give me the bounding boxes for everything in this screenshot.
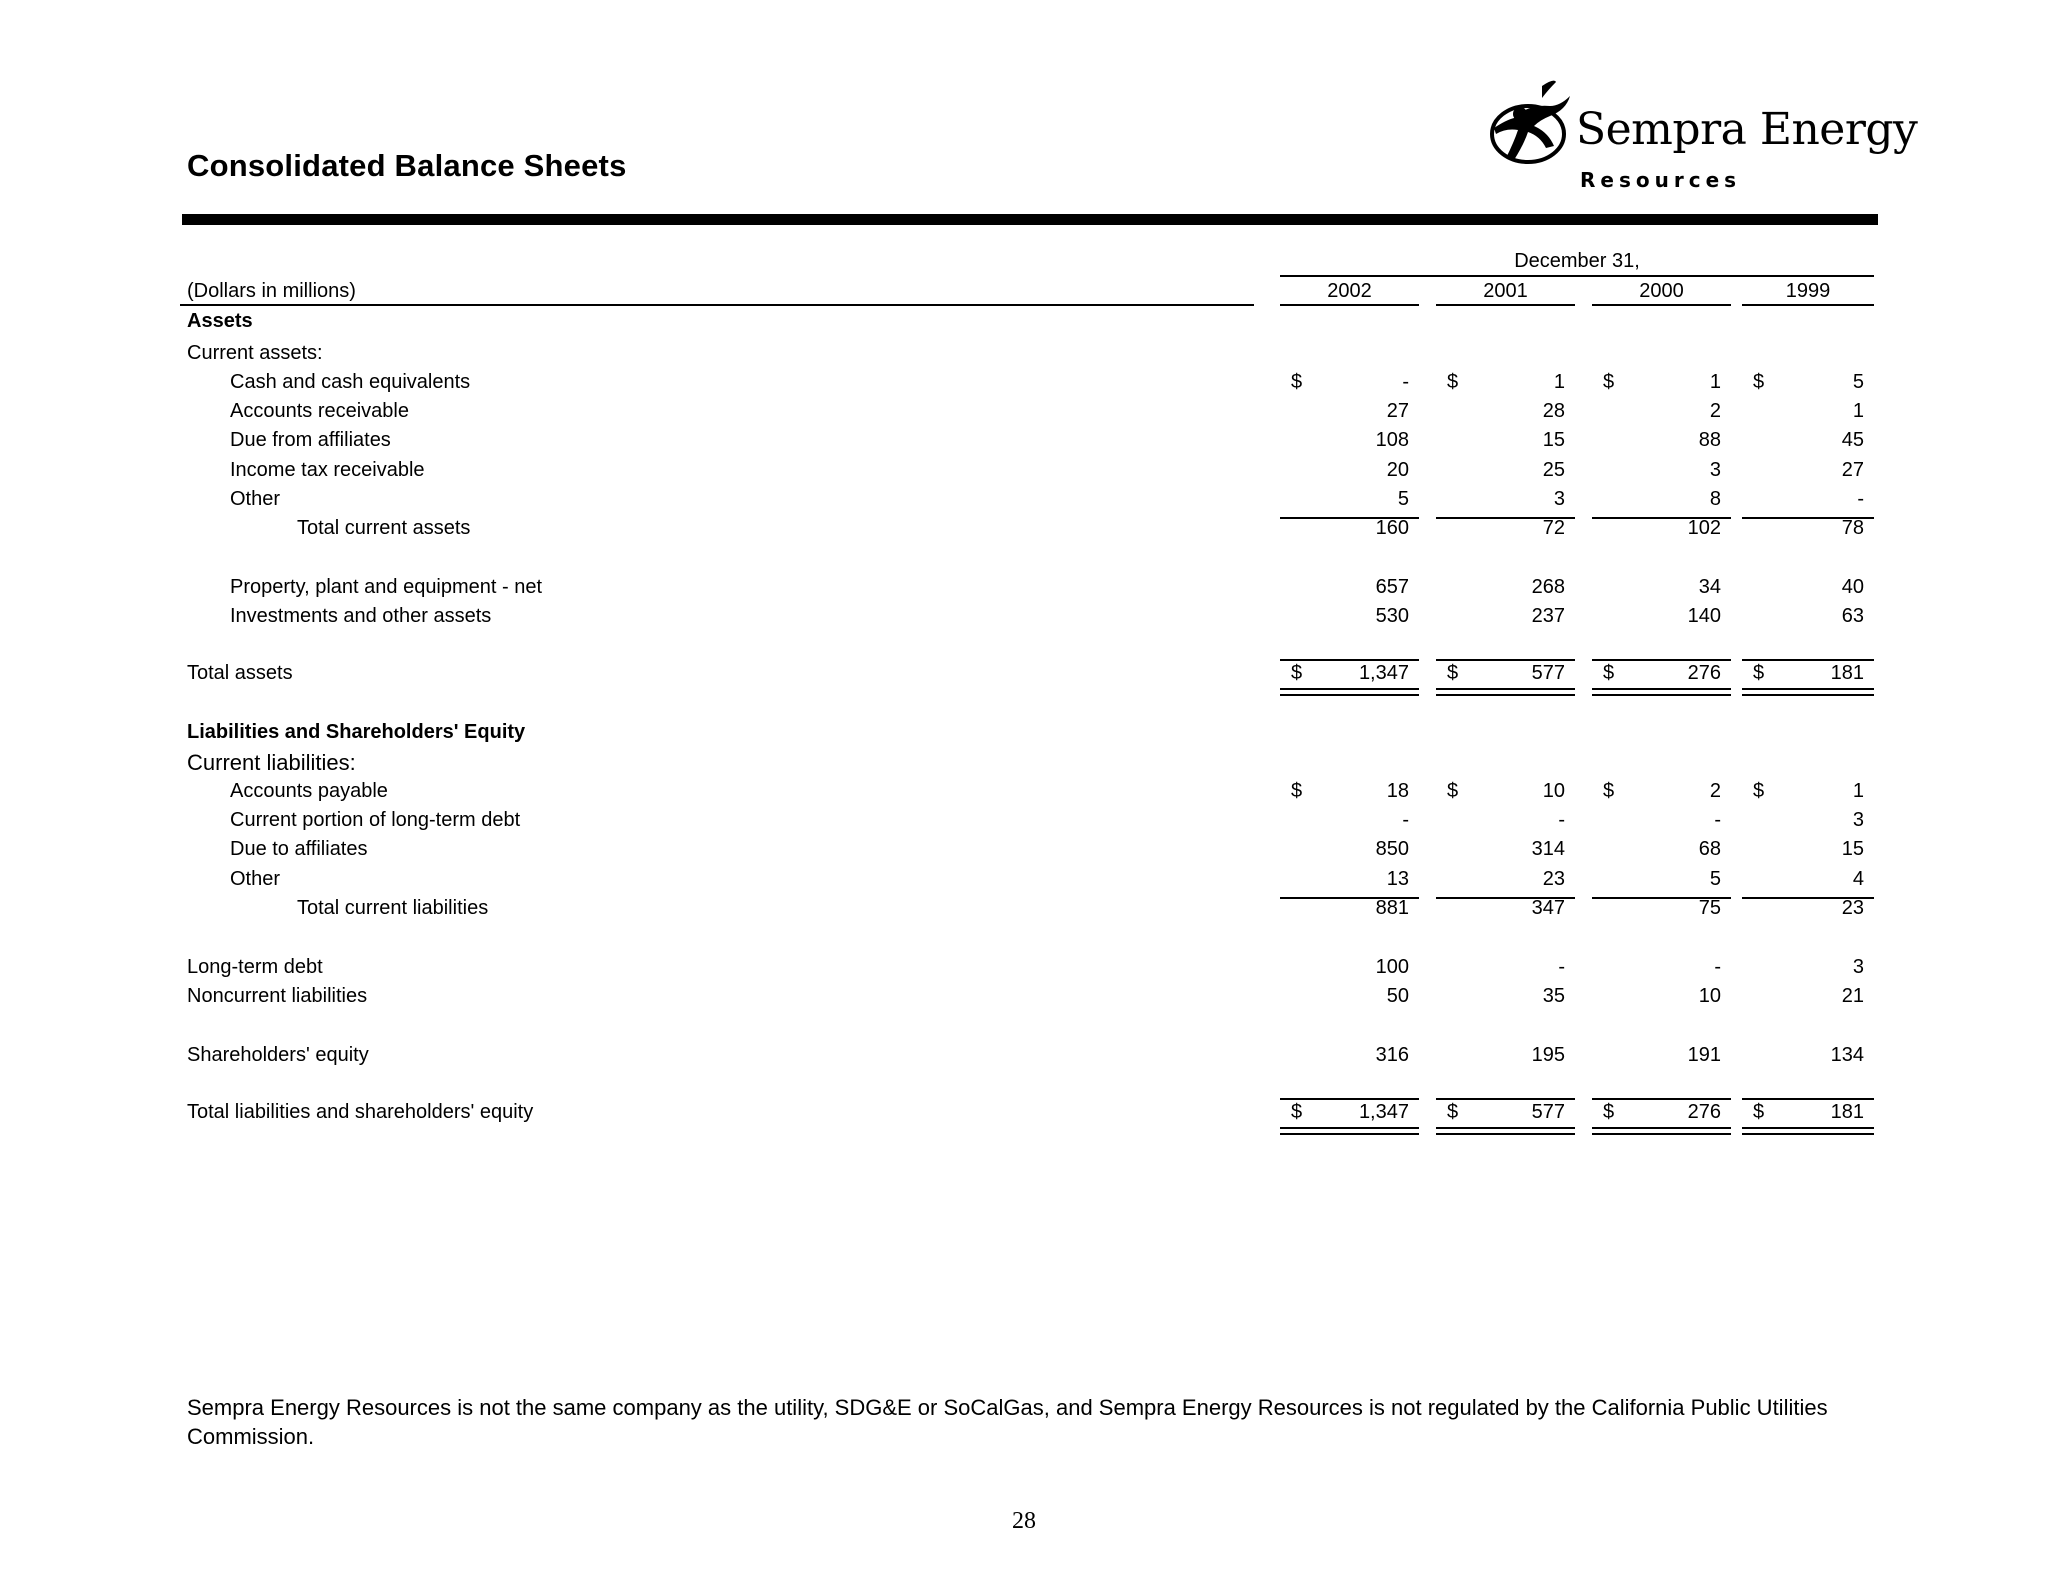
year-header-2002: 2002 [1327,280,1372,302]
value-cell-2002 [1280,662,1419,691]
amount: 15 [1542,429,1565,451]
amount: 10 [1542,780,1565,802]
amount: 1 [1852,780,1864,802]
amount: 50 [1386,985,1409,1007]
table-row [0,517,2048,546]
row-label: Income tax receivable [230,459,425,481]
value-cell-2002 [1280,809,1419,838]
table-row [0,488,2048,517]
value-cell-2002 [1280,371,1419,400]
value-cell-2001 [1436,809,1575,838]
amount: 20 [1386,459,1409,481]
row-label: Total liabilities and shareholders' equity [187,1101,534,1123]
total-top-rule [1436,659,1575,661]
value-cell-2002 [1280,956,1419,985]
amount: 181 [1830,662,1864,684]
value-cell-2000 [1592,868,1731,899]
row-label: Other [230,868,281,890]
value-cell-2002 [1280,459,1419,488]
amount: - [1402,371,1409,393]
amount: 34 [1698,576,1721,598]
row-label: Due to affiliates [230,838,368,860]
period-label: December 31, [1514,250,1640,272]
year-header-1999: 1999 [1785,280,1831,302]
table-row [0,576,2048,605]
value-cell-2000 [1592,1044,1731,1073]
value-cell-2001 [1436,576,1575,605]
value-cell-1999 [1742,576,1874,605]
value-cell-1999 [1742,459,1874,488]
currency-symbol: $ [1603,780,1615,802]
amount: 78 [1841,517,1864,539]
amount: 18 [1386,780,1409,802]
row-label: Current portion of long-term debt [230,809,521,831]
value-cell-1999 [1742,488,1874,519]
amount: 23 [1841,897,1864,919]
value-cell-2001 [1436,868,1575,899]
amount: 68 [1698,838,1721,860]
total-top-rule [1280,659,1419,661]
amount: 1 [1553,371,1565,393]
value-cell-2002 [1280,488,1419,519]
value-cell-1999 [1742,897,1874,926]
table-row [0,371,2048,400]
value-cell-2000 [1592,897,1731,926]
amount: 1,347 [1358,1101,1409,1123]
amount: 108 [1375,429,1409,451]
value-cell-2000 [1592,488,1731,519]
row-label: Investments and other assets [230,605,492,627]
value-cell-2001 [1436,488,1575,519]
value-cell-2002 [1280,576,1419,605]
value-cell-2002 [1280,429,1419,458]
amount: - [1558,956,1565,978]
amount: 268 [1531,576,1565,598]
amount: 15 [1841,838,1864,860]
amount: 276 [1687,662,1721,684]
logo-subtitle: Resources [1580,168,1742,192]
amount: 3 [1553,488,1565,510]
year-header-2000: 2000 [1639,280,1684,302]
value-cell-2002 [1280,605,1419,634]
amount: 3 [1852,809,1864,831]
amount: 530 [1375,605,1409,627]
amount: - [1714,809,1721,831]
currency-symbol: $ [1447,780,1459,802]
page-number: 28 [1012,1508,1036,1534]
amount: 13 [1386,868,1409,890]
total-top-rule [1592,659,1731,661]
amount: 25 [1542,459,1565,481]
row-label: Accounts payable [230,780,388,802]
total-top-rule [1280,1098,1419,1100]
amount: 5 [1397,488,1409,510]
amount: 27 [1841,459,1864,481]
row-label: Assets [187,310,253,332]
row-label: Cash and cash equivalents [230,371,471,393]
page-title: Consolidated Balance Sheets [187,148,627,183]
value-cell-2000 [1592,371,1731,400]
row-label: Property, plant and equipment - net [230,576,543,598]
amount: 160 [1375,517,1409,539]
amount: 2 [1709,400,1721,422]
value-cell-2002 [1280,780,1419,809]
value-cell-2001 [1436,400,1575,429]
currency-symbol: $ [1291,780,1303,802]
table-row [0,809,2048,838]
amount: 75 [1698,897,1721,919]
value-cell-2000 [1592,429,1731,458]
amount: 276 [1687,1101,1721,1123]
total-top-rule [1742,1098,1874,1100]
value-cell-1999 [1742,517,1874,546]
currency-symbol: $ [1603,1101,1615,1123]
company-logo [1484,76,1918,206]
amount: - [1558,809,1565,831]
amount: 5 [1852,371,1864,393]
table-row [0,342,2048,371]
amount: 577 [1531,1101,1565,1123]
table-row [0,750,2048,779]
period-underline [1280,275,1874,277]
table-row [0,429,2048,458]
table-row [0,1044,2048,1073]
sempra-figure-logo-icon [1484,76,1580,176]
value-cell-2001 [1436,517,1575,546]
year-header-underline [1280,304,1419,306]
amount: 314 [1531,838,1565,860]
value-cell-2001 [1436,429,1575,458]
amount: 10 [1698,985,1721,1007]
total-top-rule [1592,1098,1731,1100]
units-label: (Dollars in millions) [187,280,356,302]
year-header-underline [1742,304,1874,306]
value-cell-2001 [1436,780,1575,809]
amount: 21 [1841,985,1864,1007]
value-cell-2000 [1592,838,1731,867]
total-top-rule [1742,659,1874,661]
amount: 316 [1375,1044,1409,1066]
table-row [0,721,2048,750]
value-cell-2000 [1592,605,1731,634]
amount: - [1857,488,1864,510]
amount: 237 [1531,605,1565,627]
value-cell-2001 [1436,956,1575,985]
value-cell-2002 [1280,1101,1419,1130]
amount: 8 [1709,488,1721,510]
value-cell-1999 [1742,780,1874,809]
table-row [0,400,2048,429]
row-label: Total current assets [297,517,471,539]
amount: 3 [1852,956,1864,978]
currency-symbol: $ [1753,1101,1765,1123]
row-label: Total current liabilities [297,897,489,919]
amount: 347 [1531,897,1565,919]
row-label: Other [230,488,281,510]
value-cell-2001 [1436,1101,1575,1130]
amount: 23 [1542,868,1565,890]
value-cell-2000 [1592,662,1731,691]
row-label: Noncurrent liabilities [187,985,368,1007]
value-cell-2001 [1436,605,1575,634]
value-cell-2001 [1436,897,1575,926]
table-row [0,605,2048,634]
units-underline [180,304,1254,306]
logo-wordmark: Sempra Energy [1576,104,1918,155]
currency-symbol: $ [1753,780,1765,802]
row-label: Current assets: [187,342,323,364]
amount: 3 [1709,459,1721,481]
value-cell-1999 [1742,371,1874,400]
value-cell-2002 [1280,868,1419,899]
value-cell-2000 [1592,956,1731,985]
value-cell-2002 [1280,1044,1419,1073]
amount: 100 [1375,956,1409,978]
amount: 27 [1386,400,1409,422]
value-cell-2000 [1592,780,1731,809]
row-label: Long-term debt [187,956,323,978]
footnote: Sempra Energy Resources is not the same company as the utility, SDG&E or SoCalGas, and Sempra Energy Resources is not regulated by the California Public Utilities Commission. [187,1395,1828,1449]
table-row [0,956,2048,985]
amount: 191 [1687,1044,1721,1066]
table-row [0,780,2048,809]
amount: 1 [1852,400,1864,422]
amount: 63 [1841,605,1864,627]
currency-symbol: $ [1753,371,1765,393]
amount: 40 [1841,576,1864,598]
currency-symbol: $ [1447,1101,1459,1123]
value-cell-1999 [1742,985,1874,1014]
value-cell-1999 [1742,1101,1874,1130]
row-label: Due from affiliates [230,429,391,451]
amount: 2 [1709,780,1721,802]
table-row [0,1101,2048,1130]
value-cell-2001 [1436,371,1575,400]
value-cell-1999 [1742,662,1874,691]
currency-symbol: $ [1291,1101,1303,1123]
table-row [0,868,2048,897]
total-top-rule [1436,1098,1575,1100]
table-row [0,985,2048,1014]
table-row [0,897,2048,926]
currency-symbol: $ [1291,662,1303,684]
amount: 1 [1709,371,1721,393]
amount: 72 [1542,517,1565,539]
value-cell-2000 [1592,459,1731,488]
value-cell-1999 [1742,605,1874,634]
amount: 134 [1830,1044,1864,1066]
amount: 195 [1531,1044,1565,1066]
row-label: Total assets [187,662,293,684]
value-cell-1999 [1742,429,1874,458]
value-cell-2002 [1280,517,1419,546]
value-cell-1999 [1742,838,1874,867]
amount: 45 [1841,429,1864,451]
value-cell-1999 [1742,868,1874,899]
value-cell-2002 [1280,897,1419,926]
value-cell-1999 [1742,809,1874,838]
row-label: Liabilities and Shareholders' Equity [187,721,526,743]
header-rule [182,214,1878,225]
value-cell-2002 [1280,985,1419,1014]
amount: - [1714,956,1721,978]
year-header-underline [1592,304,1731,306]
value-cell-2001 [1436,985,1575,1014]
row-label: Shareholders' equity [187,1044,369,1066]
value-cell-2001 [1436,459,1575,488]
value-cell-2000 [1592,517,1731,546]
amount: 850 [1375,838,1409,860]
table-row [0,662,2048,691]
currency-symbol: $ [1603,371,1615,393]
value-cell-2000 [1592,809,1731,838]
year-header-2001: 2001 [1483,280,1528,302]
year-header-underline [1436,304,1575,306]
amount: 102 [1687,517,1721,539]
amount: 4 [1852,868,1864,890]
amount: 28 [1542,400,1565,422]
currency-symbol: $ [1603,662,1615,684]
currency-symbol: $ [1447,662,1459,684]
amount: 1,347 [1358,662,1409,684]
value-cell-1999 [1742,1044,1874,1073]
amount: 5 [1709,868,1721,890]
currency-symbol: $ [1291,371,1303,393]
row-label: Current liabilities: [187,750,356,775]
amount: 577 [1531,662,1565,684]
value-cell-2000 [1592,1101,1731,1130]
value-cell-1999 [1742,956,1874,985]
value-cell-2002 [1280,400,1419,429]
value-cell-2000 [1592,576,1731,605]
value-cell-2001 [1436,662,1575,691]
amount: 181 [1830,1101,1864,1123]
value-cell-2001 [1436,838,1575,867]
currency-symbol: $ [1447,371,1459,393]
amount: 881 [1375,897,1409,919]
amount: - [1402,809,1409,831]
value-cell-2000 [1592,400,1731,429]
amount: 140 [1687,605,1721,627]
amount: 35 [1542,985,1565,1007]
table-row [0,459,2048,488]
currency-symbol: $ [1753,662,1765,684]
value-cell-1999 [1742,400,1874,429]
table-row [0,838,2048,867]
amount: 88 [1698,429,1721,451]
amount: 657 [1375,576,1409,598]
row-label: Accounts receivable [230,400,409,422]
value-cell-2002 [1280,838,1419,867]
value-cell-2000 [1592,985,1731,1014]
value-cell-2001 [1436,1044,1575,1073]
table-row [0,310,2048,339]
